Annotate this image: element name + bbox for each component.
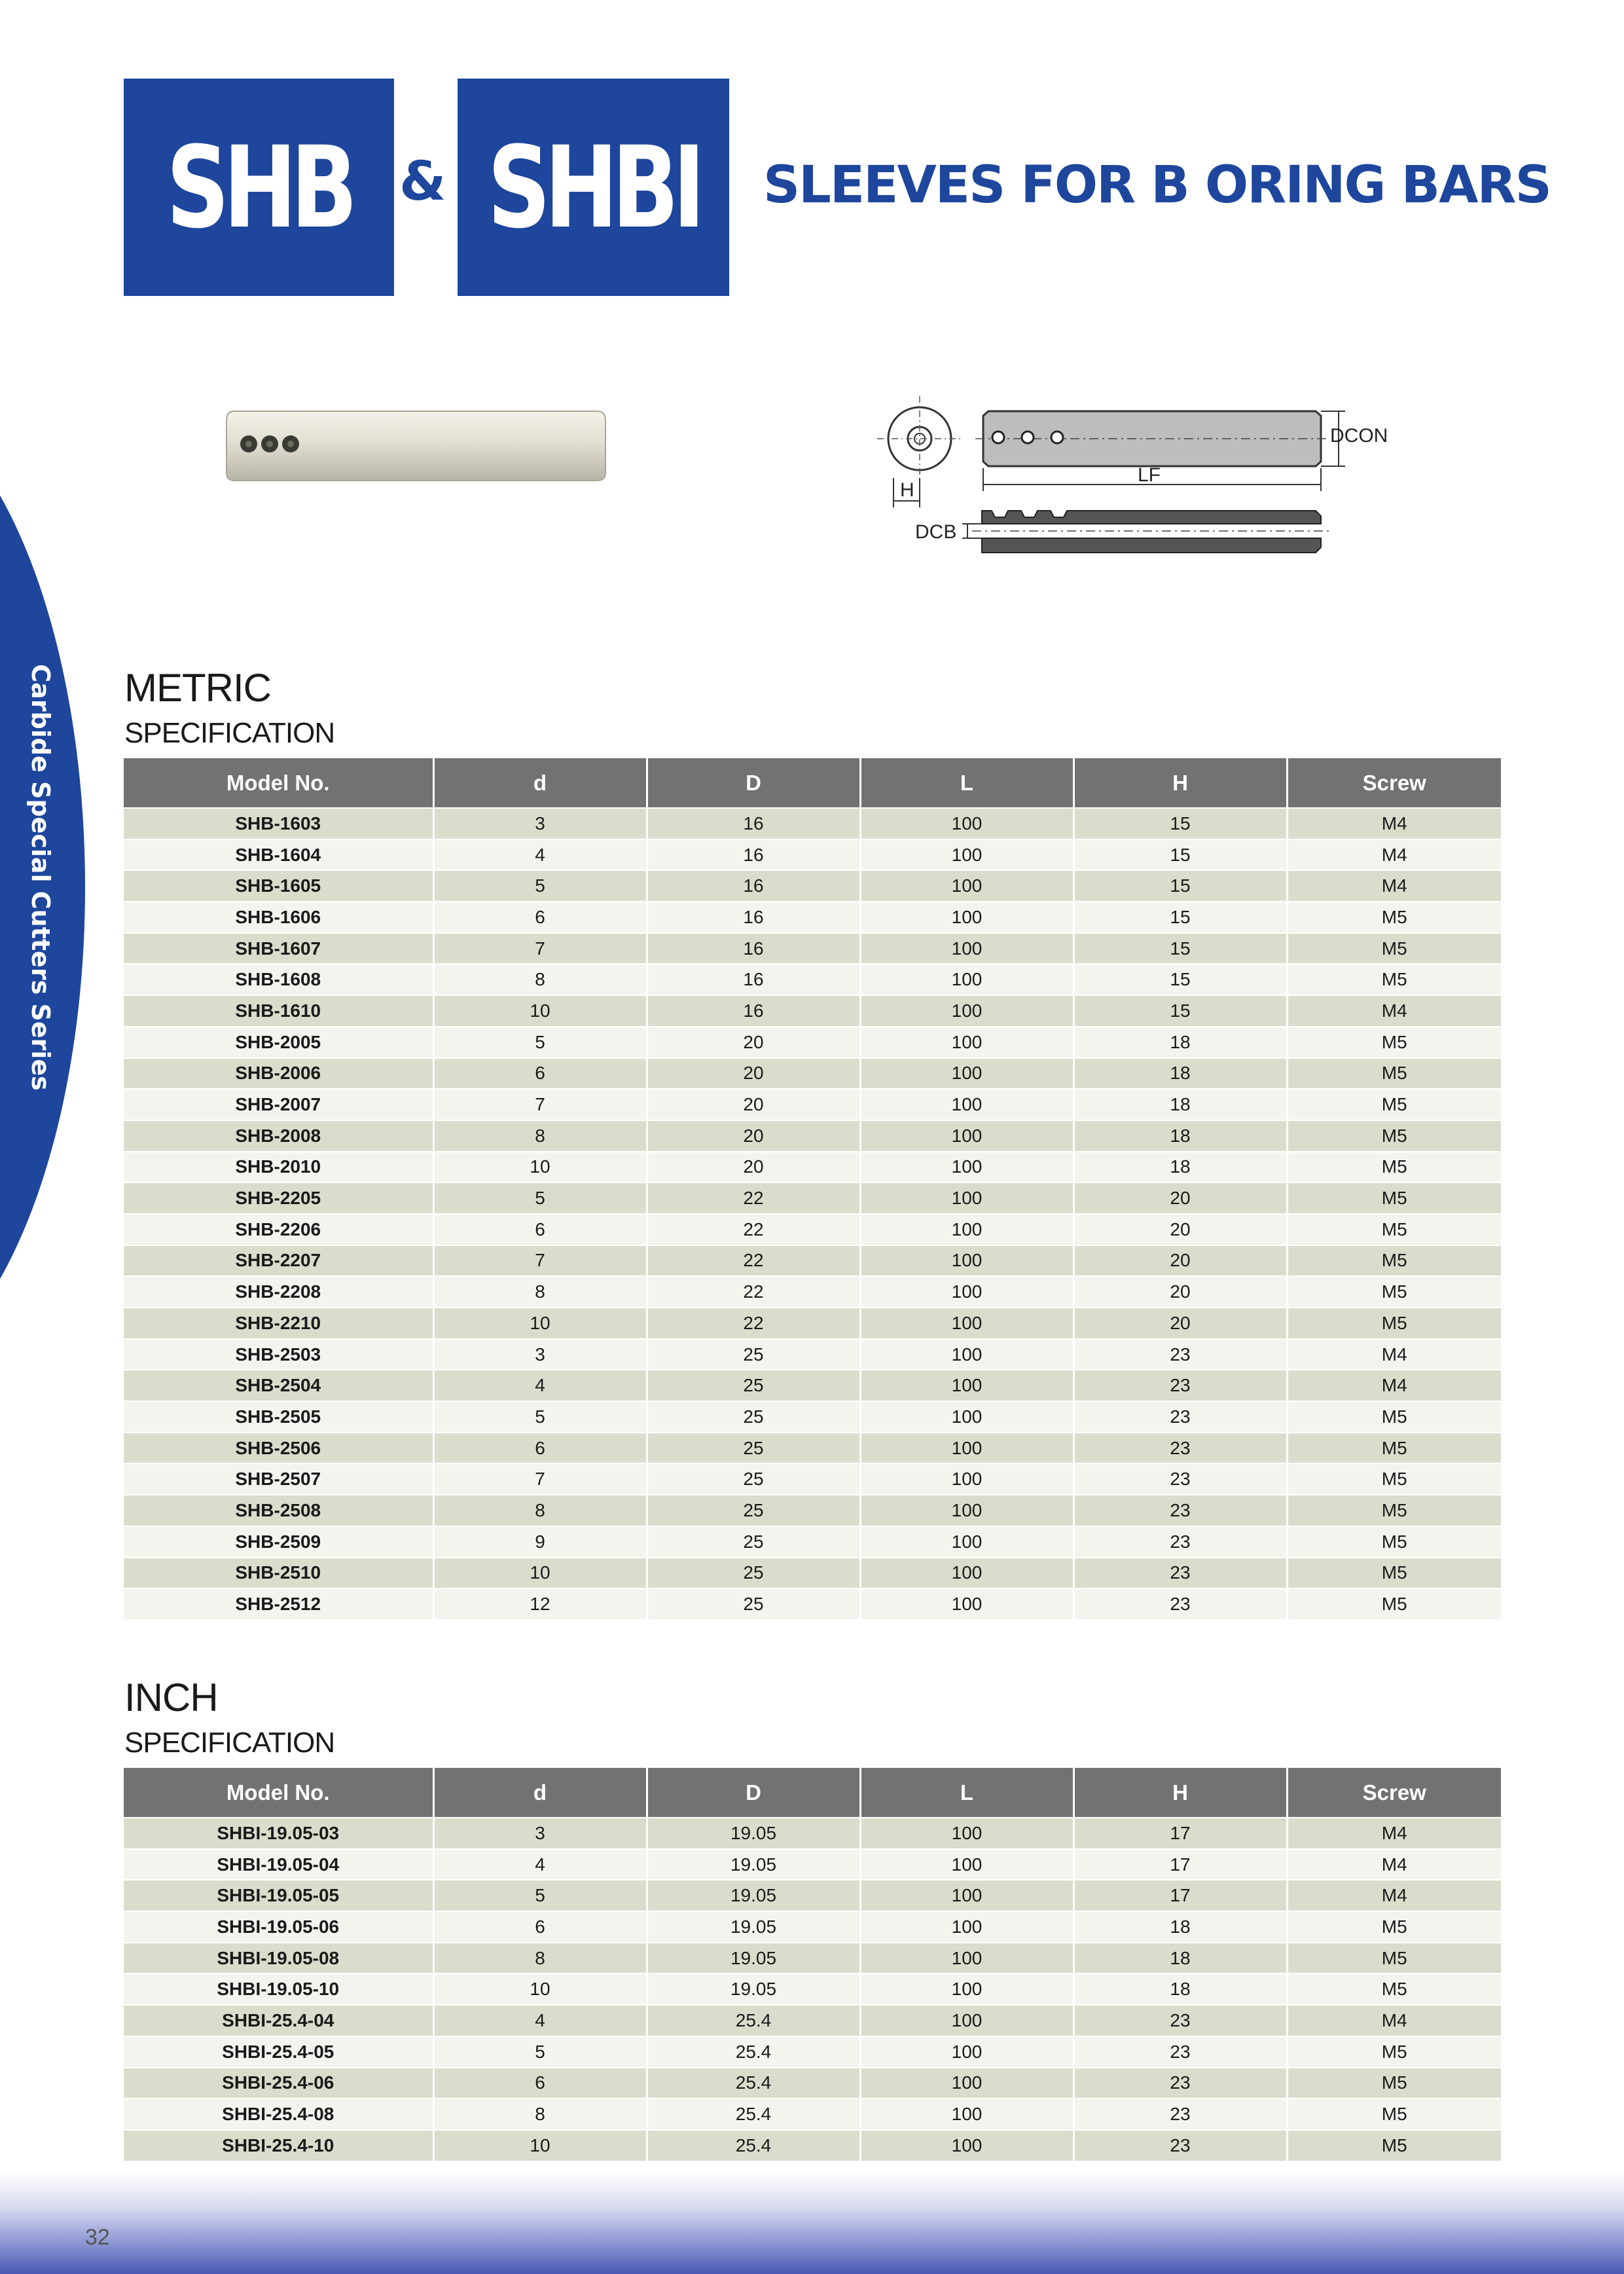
table-cell: M5 xyxy=(1287,1120,1501,1152)
table-cell: 16 xyxy=(647,933,860,964)
table-row xyxy=(124,1433,1501,1464)
table-cell: 100 xyxy=(860,2068,1074,2099)
logo-shbi xyxy=(458,79,729,296)
table-cell: 20 xyxy=(647,1058,860,1090)
table-cell: 23 xyxy=(1074,1588,1287,1619)
table-cell: 17 xyxy=(1074,1880,1287,1911)
table-cell: 22 xyxy=(647,1276,860,1308)
model-cell: SHBI-19.05-04 xyxy=(124,1849,433,1880)
table-cell: 100 xyxy=(860,1401,1074,1433)
table-cell: 25 xyxy=(647,1433,860,1464)
table-cell: 25 xyxy=(647,1526,860,1558)
table-cell: 6 xyxy=(433,1911,647,1943)
model-cell: SHB-2504 xyxy=(124,1370,433,1401)
column-header: H xyxy=(1074,1768,1287,1818)
table-cell: 5 xyxy=(433,1880,647,1911)
table-cell: 25.4 xyxy=(647,2036,860,2068)
table-cell: 15 xyxy=(1074,808,1287,839)
table-row xyxy=(124,1214,1501,1245)
table-row xyxy=(124,1880,1501,1911)
table-cell: 20 xyxy=(647,1089,860,1120)
table-cell: 100 xyxy=(860,2099,1074,2130)
table-cell: 15 xyxy=(1074,995,1287,1027)
table-cell: 23 xyxy=(1074,1463,1287,1495)
table-cell: 18 xyxy=(1074,1911,1287,1943)
table-cell: 16 xyxy=(647,995,860,1027)
model-cell: SHB-2512 xyxy=(124,1588,433,1619)
table-cell: M5 xyxy=(1287,2068,1501,2099)
table-cell: 7 xyxy=(433,1245,647,1277)
table-cell: 100 xyxy=(860,870,1074,902)
table-cell: 100 xyxy=(860,1183,1074,1214)
table-cell: 5 xyxy=(433,870,647,902)
table-cell: 18 xyxy=(1074,1120,1287,1152)
table-cell: 100 xyxy=(860,964,1074,995)
table-cell: 10 xyxy=(433,1152,647,1183)
table-cell: 8 xyxy=(433,1495,647,1526)
table-cell: 100 xyxy=(860,2005,1074,2036)
table-cell: 23 xyxy=(1074,2130,1287,2161)
table-cell: M5 xyxy=(1287,1245,1501,1277)
metric-title: METRIC xyxy=(124,666,271,710)
page-title: SLEEVES FOR B ORING BARS xyxy=(763,156,1551,215)
model-cell: SHBI-19.05-03 xyxy=(124,1818,433,1849)
table-row xyxy=(124,1495,1501,1526)
table-row xyxy=(124,1973,1501,2005)
table-cell: 15 xyxy=(1074,870,1287,902)
table-cell: 15 xyxy=(1074,902,1287,933)
table-cell: 23 xyxy=(1074,2099,1287,2130)
table-cell: 16 xyxy=(647,839,860,871)
table-cell: 19.05 xyxy=(647,1818,860,1849)
metric-spec-table xyxy=(124,758,1501,1619)
model-cell: SHB-2503 xyxy=(124,1339,433,1370)
table-cell: 18 xyxy=(1074,1943,1287,1974)
table-cell: 6 xyxy=(433,902,647,933)
table-row xyxy=(124,1058,1501,1090)
model-cell: SHBI-25.4-05 xyxy=(124,2036,433,2068)
page-number: 32 xyxy=(85,2225,110,2250)
table-cell: 20 xyxy=(1074,1183,1287,1214)
table-cell: 100 xyxy=(860,1433,1074,1464)
column-header: D xyxy=(647,1768,860,1818)
table-cell: 10 xyxy=(433,1308,647,1339)
table-row xyxy=(124,1308,1501,1339)
table-cell: 7 xyxy=(433,1089,647,1120)
table-row xyxy=(124,933,1501,964)
table-cell: 8 xyxy=(433,1276,647,1308)
table-cell: 10 xyxy=(433,2130,647,2161)
table-cell: 23 xyxy=(1074,1370,1287,1401)
table-row xyxy=(124,1943,1501,1974)
column-header: d xyxy=(433,758,647,808)
table-cell: M5 xyxy=(1287,964,1501,995)
metric-header-row xyxy=(124,758,1501,808)
table-cell: 100 xyxy=(860,1370,1074,1401)
dim-lf-label: LF xyxy=(1138,464,1161,486)
table-cell: 100 xyxy=(860,1943,1074,1974)
table-cell: 4 xyxy=(433,1849,647,1880)
table-cell: 25 xyxy=(647,1463,860,1495)
table-row xyxy=(124,1027,1501,1058)
table-row xyxy=(124,1558,1501,1589)
table-cell: 100 xyxy=(860,1214,1074,1245)
table-cell: 23 xyxy=(1074,1401,1287,1433)
table-cell: 23 xyxy=(1074,1433,1287,1464)
table-cell: 100 xyxy=(860,2130,1074,2161)
logo-shbi-text: SHBI xyxy=(487,121,700,253)
table-cell: 3 xyxy=(433,1818,647,1849)
table-cell: 100 xyxy=(860,1276,1074,1308)
table-cell: 5 xyxy=(433,1183,647,1214)
table-cell: 100 xyxy=(860,1058,1074,1090)
model-cell: SHB-2510 xyxy=(124,1558,433,1589)
table-cell: M5 xyxy=(1287,1911,1501,1943)
table-row xyxy=(124,870,1501,902)
table-row xyxy=(124,1588,1501,1619)
model-cell: SHB-2207 xyxy=(124,1245,433,1277)
table-cell: 19.05 xyxy=(647,1943,860,1974)
table-cell: 100 xyxy=(860,995,1074,1027)
model-cell: SHB-2210 xyxy=(124,1308,433,1339)
table-cell: M5 xyxy=(1287,1214,1501,1245)
table-cell: 4 xyxy=(433,2005,647,2036)
table-cell: M4 xyxy=(1287,1370,1501,1401)
model-cell: SHB-2506 xyxy=(124,1433,433,1464)
table-cell: 23 xyxy=(1074,2068,1287,2099)
table-cell: 15 xyxy=(1074,933,1287,964)
table-cell: 19.05 xyxy=(647,1911,860,1943)
table-cell: M5 xyxy=(1287,1973,1501,2005)
model-cell: SHB-2005 xyxy=(124,1027,433,1058)
model-cell: SHBI-25.4-10 xyxy=(124,2130,433,2161)
table-cell: 16 xyxy=(647,870,860,902)
table-row xyxy=(124,1245,1501,1277)
table-row xyxy=(124,1526,1501,1558)
table-row xyxy=(124,808,1501,839)
table-cell: 15 xyxy=(1074,839,1287,871)
table-cell: 10 xyxy=(433,995,647,1027)
table-cell: M5 xyxy=(1287,2036,1501,2068)
table-cell: 23 xyxy=(1074,2036,1287,2068)
model-cell: SHB-2206 xyxy=(124,1214,433,1245)
column-header: L xyxy=(860,758,1074,808)
table-cell: 100 xyxy=(860,808,1074,839)
table-cell: M5 xyxy=(1287,1495,1501,1526)
table-row xyxy=(124,2068,1501,2099)
table-cell: 100 xyxy=(860,902,1074,933)
table-cell: 100 xyxy=(860,839,1074,871)
table-row xyxy=(124,2130,1501,2161)
model-cell: SHB-2010 xyxy=(124,1152,433,1183)
dim-dcb-label: DCB xyxy=(915,521,957,543)
model-cell: SHB-1608 xyxy=(124,964,433,995)
table-cell: M5 xyxy=(1287,902,1501,933)
table-cell: 25 xyxy=(647,1558,860,1589)
table-cell: 8 xyxy=(433,2099,647,2130)
table-cell: 15 xyxy=(1074,964,1287,995)
model-cell: SHB-2208 xyxy=(124,1276,433,1308)
column-header: D xyxy=(647,758,860,808)
table-cell: M5 xyxy=(1287,1558,1501,1589)
table-cell: 100 xyxy=(860,1089,1074,1120)
column-header: H xyxy=(1074,758,1287,808)
model-cell: SHBI-19.05-05 xyxy=(124,1880,433,1911)
table-cell: M4 xyxy=(1287,995,1501,1027)
table-cell: 5 xyxy=(433,2036,647,2068)
table-cell: 18 xyxy=(1074,1152,1287,1183)
table-cell: M4 xyxy=(1287,870,1501,902)
table-cell: M5 xyxy=(1287,1943,1501,1974)
table-row xyxy=(124,2036,1501,2068)
table-cell: 19.05 xyxy=(647,1880,860,1911)
table-cell: 10 xyxy=(433,1558,647,1589)
table-row xyxy=(124,1370,1501,1401)
model-cell: SHB-2008 xyxy=(124,1120,433,1152)
table-cell: 100 xyxy=(860,1526,1074,1558)
table-row xyxy=(124,1089,1501,1120)
table-cell: 22 xyxy=(647,1214,860,1245)
table-cell: 23 xyxy=(1074,1495,1287,1526)
inch-spec-table xyxy=(124,1768,1501,2161)
model-cell: SHBI-19.05-08 xyxy=(124,1943,433,1974)
table-cell: 100 xyxy=(860,1973,1074,2005)
model-cell: SHB-2507 xyxy=(124,1463,433,1495)
model-cell: SHB-1605 xyxy=(124,870,433,902)
table-cell: M5 xyxy=(1287,1433,1501,1464)
table-cell: M5 xyxy=(1287,1089,1501,1120)
table-cell: 8 xyxy=(433,1120,647,1152)
table-cell: 6 xyxy=(433,1433,647,1464)
table-cell: 19.05 xyxy=(647,1849,860,1880)
model-cell: SHB-2508 xyxy=(124,1495,433,1526)
table-cell: M5 xyxy=(1287,1308,1501,1339)
table-cell: 25 xyxy=(647,1370,860,1401)
table-cell: 100 xyxy=(860,1818,1074,1849)
metric-subtitle: SPECIFICATION xyxy=(124,717,335,749)
table-cell: M5 xyxy=(1287,1183,1501,1214)
table-cell: M5 xyxy=(1287,1058,1501,1090)
table-cell: M5 xyxy=(1287,2130,1501,2161)
table-row xyxy=(124,1911,1501,1943)
technical-drawing xyxy=(864,367,1401,576)
table-cell: M5 xyxy=(1287,1401,1501,1433)
table-cell: 5 xyxy=(433,1401,647,1433)
table-cell: 16 xyxy=(647,808,860,839)
table-cell: M5 xyxy=(1287,2099,1501,2130)
table-cell: 25 xyxy=(647,1401,860,1433)
table-cell: 8 xyxy=(433,1943,647,1974)
table-cell: 25 xyxy=(647,1339,860,1370)
table-cell: 18 xyxy=(1074,1058,1287,1090)
model-cell: SHBI-25.4-06 xyxy=(124,2068,433,2099)
table-cell: 20 xyxy=(647,1027,860,1058)
table-cell: 12 xyxy=(433,1588,647,1619)
table-cell: 100 xyxy=(860,933,1074,964)
table-cell: 6 xyxy=(433,1214,647,1245)
table-cell: 20 xyxy=(647,1152,860,1183)
table-cell: 16 xyxy=(647,902,860,933)
model-cell: SHB-1607 xyxy=(124,933,433,964)
table-cell: 100 xyxy=(860,1120,1074,1152)
table-cell: 6 xyxy=(433,1058,647,1090)
model-cell: SHB-2007 xyxy=(124,1089,433,1120)
table-cell: M5 xyxy=(1287,1152,1501,1183)
model-cell: SHBI-19.05-06 xyxy=(124,1911,433,1943)
table-row xyxy=(124,1849,1501,1880)
table-cell: 100 xyxy=(860,1588,1074,1619)
column-header: Screw xyxy=(1287,1768,1501,1818)
model-cell: SHB-2509 xyxy=(124,1526,433,1558)
table-row xyxy=(124,1463,1501,1495)
table-cell: 22 xyxy=(647,1245,860,1277)
model-cell: SHBI-25.4-08 xyxy=(124,2099,433,2130)
table-row xyxy=(124,1339,1501,1370)
table-cell: M5 xyxy=(1287,1276,1501,1308)
table-cell: 19.05 xyxy=(647,1973,860,2005)
model-cell: SHB-2006 xyxy=(124,1058,433,1090)
column-header: Model No. xyxy=(124,758,433,808)
table-cell: M5 xyxy=(1287,1463,1501,1495)
table-cell: M5 xyxy=(1287,1526,1501,1558)
table-cell: 25 xyxy=(647,1495,860,1526)
series-label: Carbide Special Cutters Series xyxy=(26,664,55,1091)
table-row xyxy=(124,1152,1501,1183)
table-row xyxy=(124,902,1501,933)
inch-subtitle: SPECIFICATION xyxy=(124,1727,335,1759)
table-cell: 20 xyxy=(1074,1308,1287,1339)
table-cell: 17 xyxy=(1074,1818,1287,1849)
table-cell: M4 xyxy=(1287,1339,1501,1370)
table-row xyxy=(124,1818,1501,1849)
metric-table-body xyxy=(124,808,1501,1619)
table-cell: M4 xyxy=(1287,1880,1501,1911)
table-row xyxy=(124,839,1501,871)
table-cell: 7 xyxy=(433,1463,647,1495)
column-header: Model No. xyxy=(124,1768,433,1818)
inch-table-body xyxy=(124,1818,1501,2161)
table-cell: 23 xyxy=(1074,1558,1287,1589)
model-cell: SHB-1606 xyxy=(124,902,433,933)
table-cell: 100 xyxy=(860,1463,1074,1495)
column-header: Screw xyxy=(1287,758,1501,808)
table-cell: 100 xyxy=(860,1308,1074,1339)
table-cell: 4 xyxy=(433,1370,647,1401)
column-header: L xyxy=(860,1768,1074,1818)
table-cell: 22 xyxy=(647,1308,860,1339)
table-cell: 25.4 xyxy=(647,2068,860,2099)
table-cell: M5 xyxy=(1287,1027,1501,1058)
table-cell: 5 xyxy=(433,1027,647,1058)
logo-shb-text: SHB xyxy=(166,121,352,253)
table-cell: 17 xyxy=(1074,1849,1287,1880)
table-cell: 6 xyxy=(433,2068,647,2099)
table-cell: M4 xyxy=(1287,1818,1501,1849)
logo-shb xyxy=(124,79,394,296)
model-cell: SHB-1604 xyxy=(124,839,433,871)
table-cell: 10 xyxy=(433,1973,647,2005)
table-cell: 100 xyxy=(860,2036,1074,2068)
table-row xyxy=(124,1120,1501,1152)
table-row xyxy=(124,2099,1501,2130)
table-cell: 20 xyxy=(1074,1245,1287,1277)
table-cell: 23 xyxy=(1074,2005,1287,2036)
table-row xyxy=(124,1183,1501,1214)
table-cell: 3 xyxy=(433,1339,647,1370)
table-cell: 100 xyxy=(860,1558,1074,1589)
table-cell: 100 xyxy=(860,1495,1074,1526)
table-cell: 16 xyxy=(647,964,860,995)
table-cell: 100 xyxy=(860,1245,1074,1277)
table-cell: 25.4 xyxy=(647,2130,860,2161)
table-cell: M4 xyxy=(1287,808,1501,839)
table-cell: M5 xyxy=(1287,1588,1501,1619)
table-cell: 23 xyxy=(1074,1339,1287,1370)
table-row xyxy=(124,1401,1501,1433)
table-cell: 20 xyxy=(1074,1276,1287,1308)
table-cell: 9 xyxy=(433,1526,647,1558)
table-row xyxy=(124,1276,1501,1308)
footer-band xyxy=(0,2173,1624,2274)
table-cell: 25.4 xyxy=(647,2099,860,2130)
dim-dcon-label: DCON xyxy=(1330,425,1388,447)
model-cell: SHBI-25.4-04 xyxy=(124,2005,433,2036)
table-cell: 100 xyxy=(860,1339,1074,1370)
table-cell: 100 xyxy=(860,1911,1074,1943)
column-header: d xyxy=(433,1768,647,1818)
table-row xyxy=(124,995,1501,1027)
table-cell: 7 xyxy=(433,933,647,964)
table-cell: 22 xyxy=(647,1183,860,1214)
table-row xyxy=(124,2005,1501,2036)
table-cell: 20 xyxy=(1074,1214,1287,1245)
table-cell: M4 xyxy=(1287,2005,1501,2036)
table-cell: 18 xyxy=(1074,1089,1287,1120)
table-cell: 23 xyxy=(1074,1526,1287,1558)
dim-h-label: H xyxy=(900,479,914,501)
model-cell: SHBI-19.05-10 xyxy=(124,1973,433,2005)
table-cell: 4 xyxy=(433,839,647,871)
inch-header-row xyxy=(124,1768,1501,1818)
model-cell: SHB-1603 xyxy=(124,808,433,839)
product-photo xyxy=(223,399,609,491)
table-cell: 18 xyxy=(1074,1027,1287,1058)
table-cell: 100 xyxy=(860,1027,1074,1058)
model-cell: SHB-2205 xyxy=(124,1183,433,1214)
table-cell: 18 xyxy=(1074,1973,1287,2005)
model-cell: SHB-1610 xyxy=(124,995,433,1027)
table-cell: 100 xyxy=(860,1849,1074,1880)
table-cell: M4 xyxy=(1287,1849,1501,1880)
table-row xyxy=(124,964,1501,995)
table-cell: 20 xyxy=(647,1120,860,1152)
table-cell: 3 xyxy=(433,808,647,839)
table-cell: M5 xyxy=(1287,933,1501,964)
inch-title: INCH xyxy=(124,1676,218,1719)
table-cell: 100 xyxy=(860,1880,1074,1911)
logo-ampersand: & xyxy=(399,151,446,213)
model-cell: SHB-2505 xyxy=(124,1401,433,1433)
table-cell: 25.4 xyxy=(647,2005,860,2036)
table-cell: 100 xyxy=(860,1152,1074,1183)
table-cell: 8 xyxy=(433,964,647,995)
table-cell: 25 xyxy=(647,1588,860,1619)
table-cell: M4 xyxy=(1287,839,1501,871)
